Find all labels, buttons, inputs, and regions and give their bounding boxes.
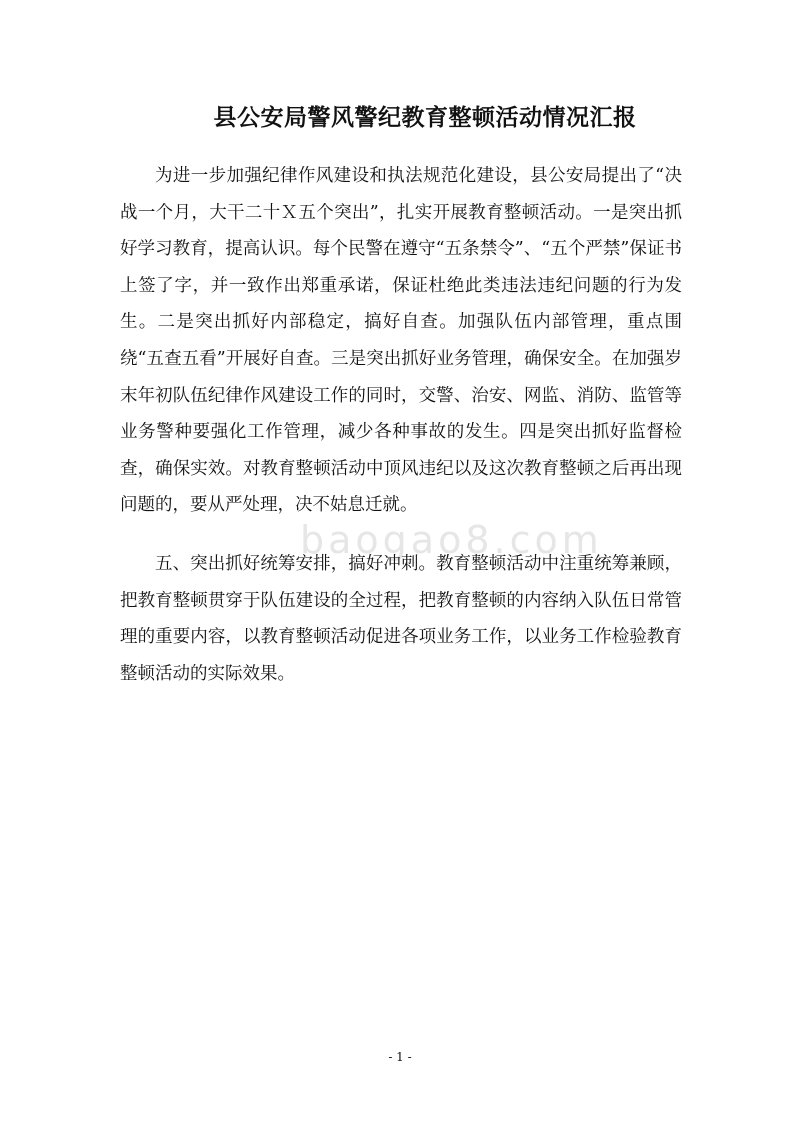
body-paragraph-2: 五、突出抓好统筹安排，搞好冲刺。教育整顿活动中注重统筹兼顾，把教育整顿贯穿于队伍建设的全过程，把教育整顿的内容纳入队伍日常管理的重要内容，以教育整顿活动促进各项业务工作，以业务工作检验教育整顿活动的实际效果。	[120, 554, 682, 684]
document-title: 县公安局警风警纪教育整顿活动情况汇报	[213, 105, 637, 131]
watermark: baogao8.com	[300, 518, 603, 562]
page-number: - 1 -	[388, 1050, 412, 1064]
body-paragraph-1: 为进一步加强纪律作风建设和执法规范化建设，县公安局提出了“决战一个月，大干二十Ｘ五个突出”，扎实开展教育整顿活动。一是突出抓好学习教育，提高认识。每个民警在遵守“五条禁令”、“五个严禁”保证书上签了字，并一致作出郑重承诺，保证杜绝此类违法违纪问题的行为发生。二是突出抓好内部稳定，搞好自查。加强队伍内部管理，重点围绕“五查五看”开展好自查。三是突出抓好业务管理，确保安全。在加强岁末年初队伍纪律作风建设工作的同时，交警、治安、网监、消防、监管等业务警种要强化工作管理，减少各种事故的发生。四是突出抓好监督检查，确保实效。对教育整顿活动中顶风违纪以及这次教育整顿之后再出现问题的，要从严处理，决不姑息迁就。	[120, 166, 682, 516]
